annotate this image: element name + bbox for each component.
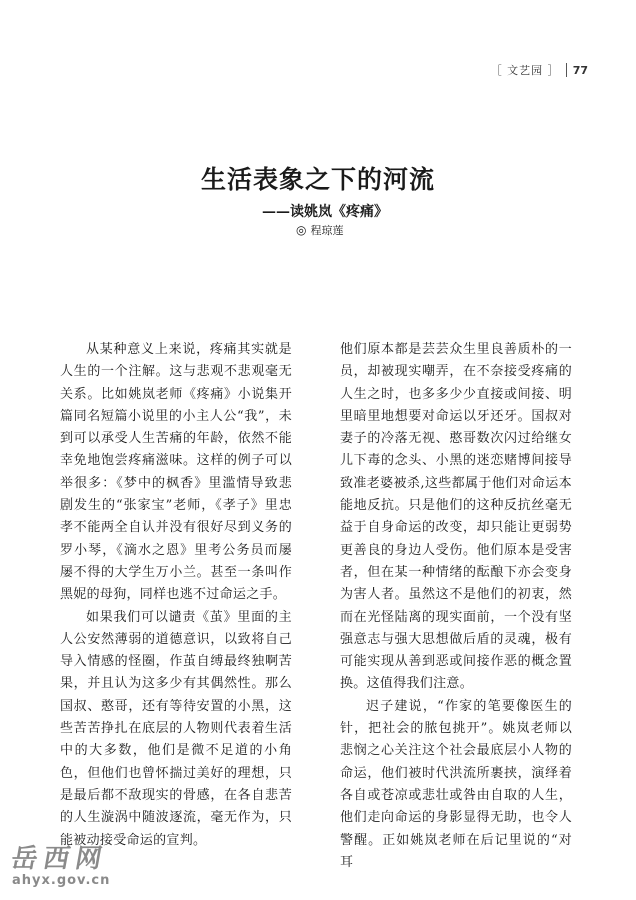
paragraph: 如果我们可以谴责《茧》里面的主人公安然薄弱的道德意识，以致将自己导入情感的怪圈，作茧自缚最终独啊苦果，并且认为这多少有其偶然性。那么国叔、憨哥，还有等待安置的小黑，这些苦苦挣扎在底层的人物则代表着生活中的大多数，他们是微不足道的小角色，但他们也曾怀揣过美好的理想，只是最后都不敌现实的骨感，在各自悲苦的人生漩涡中随波逐流，毫无作为，只能被动接受命运的宣判。 — [60, 609, 292, 848]
article-title: 生活表象之下的河流 — [200, 165, 435, 194]
right-column — [340, 339, 572, 874]
header-divider — [566, 63, 567, 77]
author-name: 程琼莲 — [310, 224, 344, 237]
paragraph: 从某种意义上来说，疼痛其实就是人生的一个注解。这与悲观不悲观毫无关系。比如姚岚老师《疼痛》小说集开篇同名短篇小说里的小主人公“我”，未到可以承受人生苦痛的年龄，依然不能幸免地饱尝疼痛滋味。这样的例子可以举很多：《梦中的枫香》里滥情导致悲剧发生的“张家宝”老师，《孝子》里忠孝不能两全自认并没有很好尽到义务的罗小琴，《滴水之恩》里考公务员而屡屡不得的大学生万小兰。甚至一条叫作黑妮的母狗，同样也逃不过命运之手。 — [60, 342, 292, 603]
site-watermark — [8, 838, 111, 888]
author-line — [296, 222, 343, 238]
left-column — [60, 339, 292, 852]
running-header — [491, 62, 588, 78]
paragraph: 迟子建说，“作家的笔要像医生的针，把社会的脓包挑开”。姚岚老师以悲悯之心关注这个社会最底层小人物的命运，他们被时代洪流所裹挟，演绎着各自或苍凉或悲壮或咎由自取的人生，他们走向命运的身影显得无助，也令人警醒。正如姚岚老师在后记里说的“对耳 — [340, 698, 572, 870]
section-name: ［ 文艺园 ］ — [490, 64, 560, 77]
page-number: 77 — [572, 63, 588, 77]
watermark-logo: 岳西网 — [8, 844, 111, 874]
article-subtitle: ——读姚岚《疼痛》 — [262, 204, 388, 220]
watermark-url: ahyx.gov.cn — [12, 873, 111, 888]
paragraph: 他们原本都是芸芸众生里良善质朴的一员，却被现实嘲弄，在不奈接受疼痛的人生之时，也多多少少直接或间接、明里暗里地想要对命运以牙还牙。国叔对妻子的冷落无视、憨哥数次闪过给继女儿下毒的念头、小黑的迷恋赌博间接导致准老婆被杀,这些都属于他们对命运本能地反抗。只是他们的这种反抗丝毫无益于自身命运的改变，却只能让更弱势更善良的身边人受伤。他们原本是受害者，但在某一种情绪的酝酿下亦会变身为害人者。虽然这不是他们的初衷，然而在光怪陆离的现实面前，一个没有坚强意志与强大思想做后盾的灵魂，极有可能实现从善到恶或间接作恶的概念置换。这值得我们注意。 — [340, 342, 572, 692]
author-mark-icon: ◎ — [296, 223, 307, 237]
